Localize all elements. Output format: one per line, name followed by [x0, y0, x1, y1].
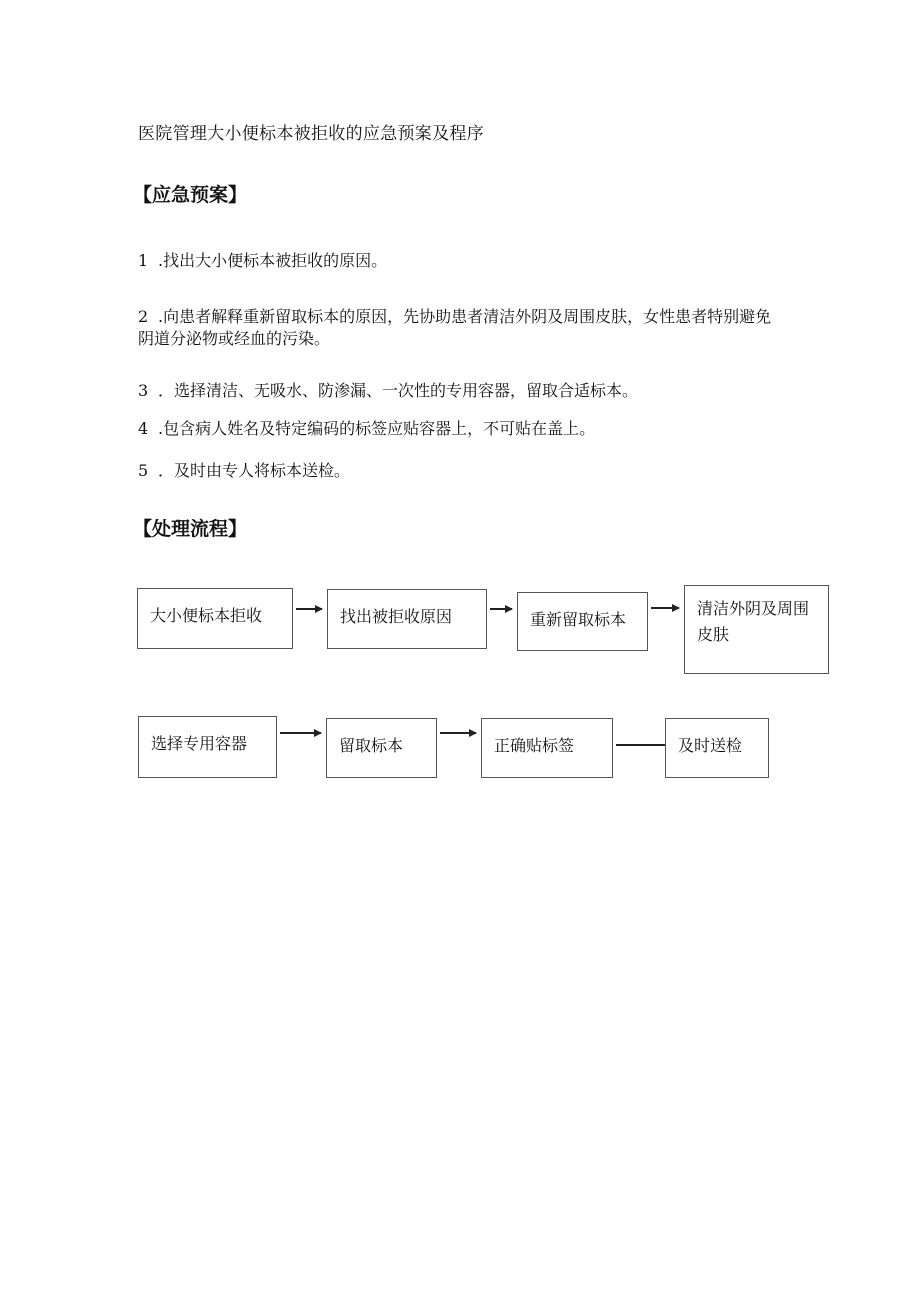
item-number: 4	[138, 419, 149, 438]
step-label: 选择专用容器	[151, 734, 248, 753]
flow-step-3	[517, 592, 648, 651]
document-title: 医院管理大小便标本被拒收的应急预案及程序	[138, 124, 484, 144]
plan-item-1	[138, 250, 387, 272]
step-label: 留取标本	[339, 736, 404, 755]
step-label: 大小便标本拒收	[150, 606, 263, 625]
plan-item-5	[138, 460, 350, 482]
flow-step-5	[138, 716, 277, 778]
item-number: 3	[138, 381, 149, 400]
step-label: 重新留取标本	[530, 610, 627, 629]
plan-heading: 【应急预案】	[133, 184, 248, 206]
item-number: 2	[138, 307, 149, 326]
flow-step-4	[684, 585, 829, 674]
plan-item-4	[138, 418, 595, 440]
plan-item-3	[138, 380, 638, 402]
step-label: 清洁外阴及周围皮肤	[697, 599, 810, 644]
flow-step-1	[137, 588, 293, 649]
item-text: .向患者解释重新留取标本的原因，先协助患者清洁外阴及周围皮肤，女性患者特别避免阴道分泌物或经血的污染。	[138, 307, 772, 348]
item-text: .找出大小便标本被拒收的原因。	[158, 251, 388, 270]
item-text: .包含病人姓名及特定编码的标签应贴容器上，不可贴在盖上。	[158, 419, 596, 438]
step-label: 正确贴标签	[494, 736, 575, 755]
step-label: 找出被拒收原因	[340, 607, 453, 626]
flow-step-2	[327, 589, 487, 649]
flow-step-6	[326, 718, 437, 778]
item-number: 5	[138, 461, 149, 480]
item-text: ．及时由专人将标本送检。	[158, 461, 351, 480]
flow-step-7	[481, 718, 613, 778]
plan-item-2	[138, 306, 778, 350]
flow-heading: 【处理流程】	[133, 518, 248, 540]
item-text: ．选择清洁、无吸水、防渗漏、一次性的专用容器，留取合适标本。	[158, 381, 639, 400]
step-label: 及时送检	[678, 736, 743, 755]
flow-step-8	[665, 718, 769, 778]
item-number: 1	[138, 251, 149, 270]
